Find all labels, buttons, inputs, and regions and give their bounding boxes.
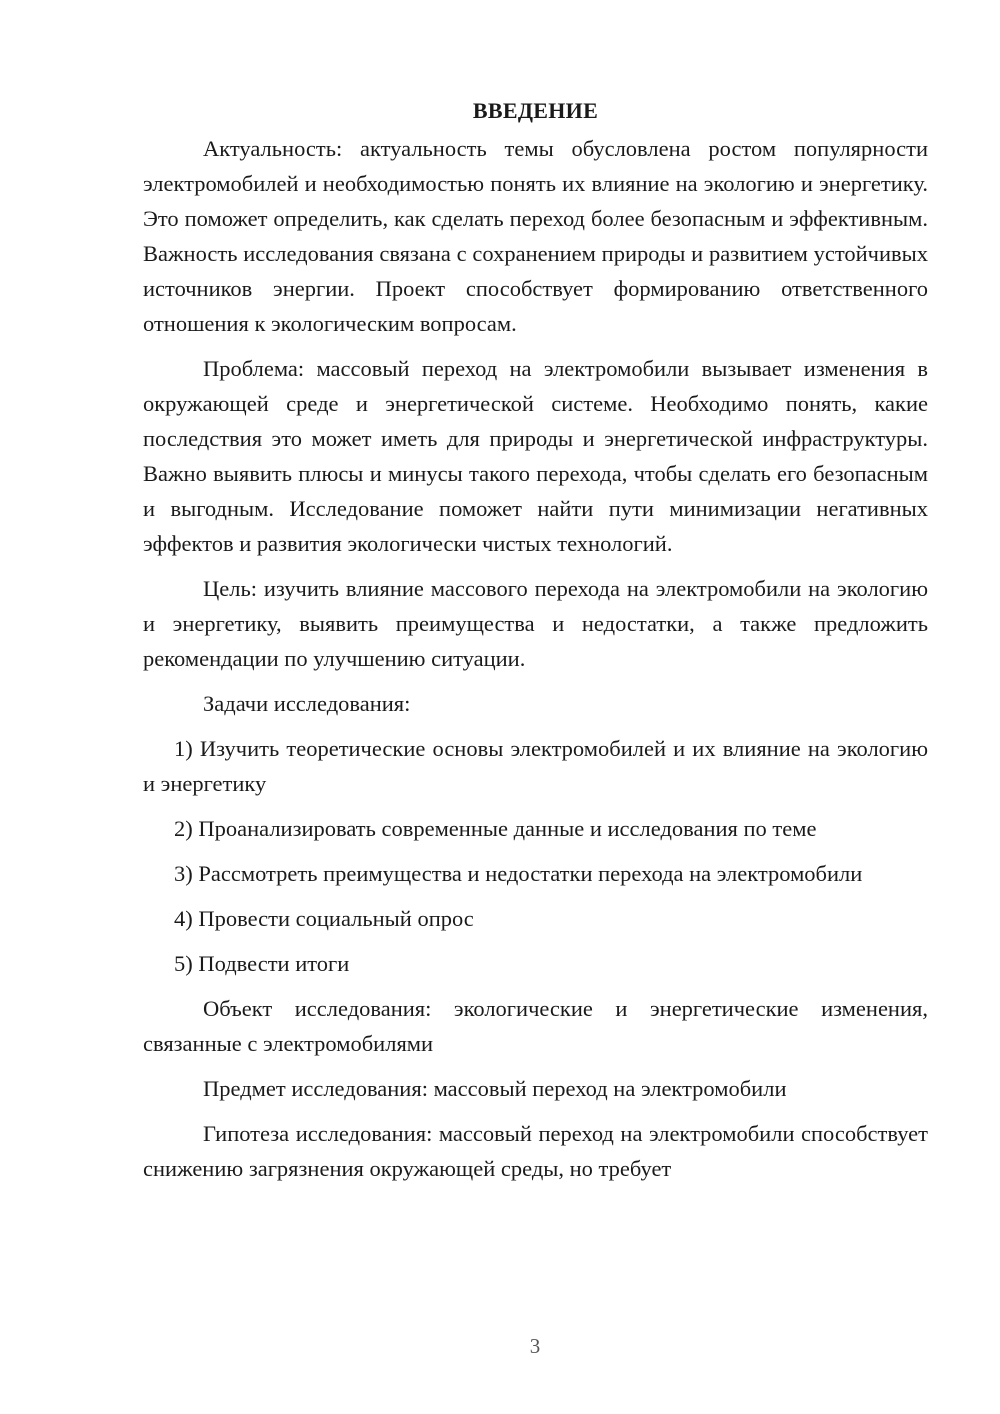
document-page	[143, 96, 928, 1186]
task-item-2: 2) Проанализировать современные данные и исследования по теме	[174, 816, 817, 841]
task-item-1: 1) Изучить теоретические основы электромобилей и их влияние на экологию и энергетику	[143, 736, 928, 796]
task-item-4: 4) Провести социальный опрос	[174, 906, 474, 931]
hypothesis-paragraph: Гипотеза исследования: массовый переход на электромобили способствует снижению загрязнения окружающей среды, но требует	[143, 1121, 928, 1181]
page-number: 3	[529, 1334, 541, 1358]
goal-paragraph: Цель: изучить влияние массового перехода на электромобили на экологию и энергетику, выявить преимущества и недостатки, а также предложить рекомендации по улучшению ситуации.	[143, 576, 928, 671]
tasks-heading: Задачи исследования:	[203, 691, 411, 716]
section-title: ВВЕДЕНИЕ	[472, 98, 599, 123]
research-object-paragraph: Объект исследования: экологические и энергетические изменения, связанные с электромобилями	[143, 996, 928, 1056]
task-item-5: 5) Подвести итоги	[174, 951, 350, 976]
task-item-3: 3) Рассмотреть преимущества и недостатки перехода на электромобили	[174, 861, 863, 886]
problem-paragraph: Проблема: массовый переход на электромобили вызывает изменения в окружающей среде и энергетической системе. Необходимо понять, какие последствия это может иметь для природы и энергетической инфраструктуры. Важно выявить плюсы и минусы такого перехода, чтобы сделать его безопасным и выгодным. Исследование поможет найти пути минимизации негативных эффектов и развития экологически чистых технологий.	[143, 356, 928, 556]
research-subject-paragraph: Предмет исследования: массовый переход на электромобили	[203, 1076, 787, 1101]
relevance-paragraph: Актуальность: актуальность темы обусловлена ростом популярности электромобилей и необходимостью понять их влияние на экологию и энергетику. Это поможет определить, как сделать переход более безопасным и эффективным. Важность исследования связана с сохранением природы и развитием устойчивых источников энергии. Проект способствует формированию ответственного отношения к экологическим вопросам.	[143, 136, 928, 336]
